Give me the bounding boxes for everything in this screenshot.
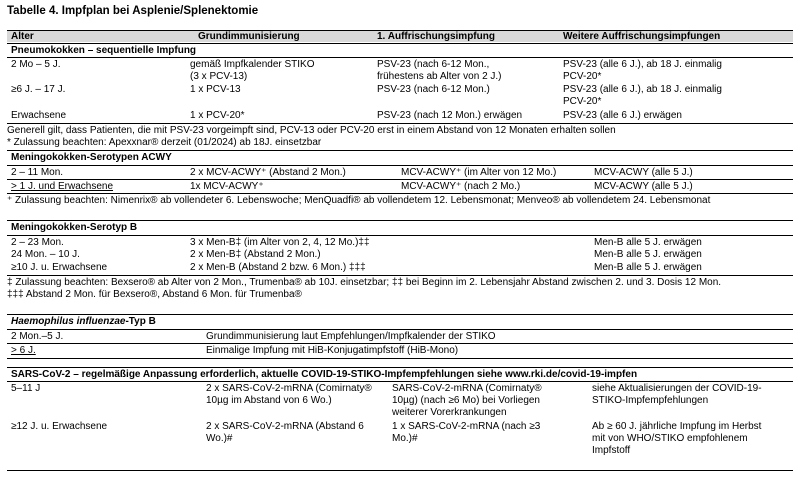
header-weitere-auffrischung: Weitere Auffrischungsimpfungen	[563, 31, 721, 42]
table-cell: Wo.)#	[206, 433, 233, 444]
table-cell: PSV-23 (nach 6-12 Mon.)	[377, 84, 490, 95]
divider	[7, 381, 793, 382]
divider	[7, 150, 793, 151]
divider	[7, 123, 793, 124]
divider	[7, 358, 793, 359]
table-cell: (3 x PCV-13)	[190, 71, 248, 82]
divider	[7, 314, 793, 315]
table-cell: frühestens ab Alter von 2 J.)	[377, 71, 502, 82]
table-cell: 2 x Men-B‡ (Abstand 2 Mon.)	[190, 249, 321, 260]
divider	[7, 179, 793, 180]
table-cell: 2 – 11 Mon.	[11, 167, 64, 178]
table-cell: PSV-23 (nach 6-12 Mon.,	[377, 59, 490, 70]
table-cell: siehe Aktualisierungen der COVID-19-	[592, 383, 762, 394]
table-cell: MCV-ACWY (alle 5 J.)	[594, 181, 693, 192]
table-cell: 2 x SARS-CoV-2-mRNA (Comirnaty®	[206, 383, 372, 394]
section-heading-mening-acwy: Meningokokken-Serotypen ACWY	[11, 152, 172, 163]
table-cell: MCV-ACWY (alle 5 J.)	[594, 167, 693, 178]
table-cell: 2 Mo – 5 J.	[11, 59, 61, 70]
table-cell: 10µg) (nach ≥6 Mo) bei Vorliegen	[392, 395, 540, 406]
header-grundimmunisierung: Grundimmunisierung	[198, 31, 300, 42]
table-cell: 2 x Men-B (Abstand 2 bzw. 6 Mon.) ‡‡‡	[190, 262, 366, 273]
divider	[7, 470, 793, 471]
footnote: ‡‡‡ Abstand 2 Mon. für Bexsero®, Abstand 6 Mon. für Trumenba®	[7, 289, 302, 300]
table-cell: PSV-23 (alle 6 J.), ab 18 J. einmalig	[563, 59, 722, 70]
table-cell: Einmalige Impfung mit HiB-Konjugatimpfstoff (HiB-Mono)	[206, 345, 459, 356]
footnote: * Zulassung beachten: Apexxnar® derzeit (01/2024) ab 18J. einsetzbar	[7, 137, 322, 148]
table-cell: PCV-20*	[563, 96, 602, 107]
table-cell: 1 x SARS-CoV-2-mRNA (nach ≥3	[392, 421, 541, 432]
table-cell: > 1 J. und Erwachsene	[11, 181, 114, 192]
divider	[7, 275, 793, 276]
footnote: Generell gilt, dass Patienten, die mit PSV-23 vorgeimpft sind, PCV-13 oder PCV-20 erst in einem Abstand von 12 Monaten erhalten sollen	[7, 125, 616, 136]
table-cell: 2 Mon.–5 J.	[11, 331, 64, 342]
table-cell: SARS-CoV-2-mRNA (Comirnaty®	[392, 383, 542, 394]
table-cell: Men-B alle 5 J. erwägen	[594, 249, 702, 260]
divider	[7, 329, 793, 330]
table-cell: Men-B alle 5 J. erwägen	[594, 262, 702, 273]
table-cell: MCV-ACWY⁺ (nach 2 Mo.)	[401, 181, 521, 192]
table-title: Tabelle 4. Impfplan bei Asplenie/Splenektomie	[7, 5, 259, 17]
table-cell: Grundimmunisierung laut Empfehlungen/Impfkalender der STIKO	[206, 331, 496, 342]
table-cell: Erwachsene	[11, 110, 67, 121]
table-cell: mit von WHO/STIKO empfohlenem	[592, 433, 748, 444]
table-cell: Ab ≥ 60 J. jährliche Impfung im Herbst	[592, 421, 762, 432]
table-cell: PSV-23 (nach 12 Mon.) erwägen	[377, 110, 523, 121]
divider	[7, 165, 793, 166]
divider	[7, 220, 793, 221]
table-cell: PSV-23 (alle 6 J.), ab 18 J. einmalig	[563, 84, 722, 95]
footnote: ‡ Zulassung beachten: Bexsero® ab Alter von 2 Mon., Trumenba® ab 10J. einsetzbar; ‡‡ bei Beginn im 2. Lebensjahr Abstand zwischen 2. und 3. Dosis 12 Mon.	[7, 277, 722, 288]
footnote: ⁺ Zulassung beachten: Nimenrix® ab vollendeter 6. Lebenswoche; MenQuadfi® ab vollendetem 12. Lebensmonat; Menveo® ab vollendetem 24. Lebensmonat	[7, 195, 711, 206]
table-cell: STIKO-Impfempfehlungen	[592, 395, 709, 406]
table-cell: PCV-20*	[563, 71, 602, 82]
section-heading-mening-b: Meningokokken-Serotyp B	[11, 222, 138, 233]
table-cell: weiterer Vorerkrankungen	[392, 407, 507, 418]
table-cell: 1 x PCV-20*	[190, 110, 245, 121]
table-cell: 5–11 J	[11, 383, 41, 394]
section-heading-sars: SARS-CoV-2 – regelmäßige Anpassung erforderlich, aktuelle COVID-19-STIKO-Impfempfehlungen siehe www.rki.de/covid-19-impfen	[11, 369, 638, 380]
table-cell: gemäß Impfkalender STIKO	[190, 59, 315, 70]
divider	[7, 57, 793, 58]
section-heading-pneumo: Pneumokokken – sequentielle Impfung	[11, 45, 197, 56]
table-cell: 10µg im Abstand von 6 Wo.)	[206, 395, 332, 406]
table-cell: > 6 J.	[11, 345, 36, 356]
table-cell: Men-B alle 5 J. erwägen	[594, 237, 702, 248]
table-cell: 2 x SARS-CoV-2-mRNA (Abstand 6	[206, 421, 364, 432]
table-cell: 1 x PCV-13	[190, 84, 241, 95]
table-cell: 24 Mon. – 10 J.	[11, 249, 80, 260]
divider	[7, 235, 793, 236]
table-cell: Impfstoff	[592, 445, 631, 456]
divider	[7, 367, 793, 368]
table-cell: ≥12 J. u. Erwachsene	[11, 421, 108, 432]
table-cell: ≥10 J. u. Erwachsene	[11, 262, 108, 273]
hib-heading-rest: -Typ B	[125, 316, 156, 327]
table-cell: 2 – 23 Mon.	[11, 237, 64, 248]
header-auffrischung-1: 1. Auffrischungsimpfung	[377, 31, 495, 42]
table-cell: 1x MCV-ACWY⁺	[190, 181, 264, 192]
table-cell: 3 x Men-B‡ (im Alter von 2, 4, 12 Mo.)‡‡	[190, 237, 370, 248]
table-cell: 2 x MCV-ACWY⁺ (Abstand 2 Mon.)	[190, 167, 346, 178]
table-cell: PSV-23 (alle 6 J.) erwägen	[563, 110, 682, 121]
table-cell: MCV-ACWY⁺ (im Alter von 12 Mo.)	[401, 167, 557, 178]
section-heading-hib	[11, 316, 156, 327]
divider	[7, 343, 793, 344]
table-cell: Mo.)#	[392, 433, 418, 444]
hib-heading-italic: Haemophilus influenzae	[11, 316, 126, 327]
header-alter: Alter	[11, 31, 34, 42]
divider	[7, 193, 793, 194]
divider	[7, 43, 793, 44]
table-cell: ≥6 J. – 17 J.	[11, 84, 66, 95]
